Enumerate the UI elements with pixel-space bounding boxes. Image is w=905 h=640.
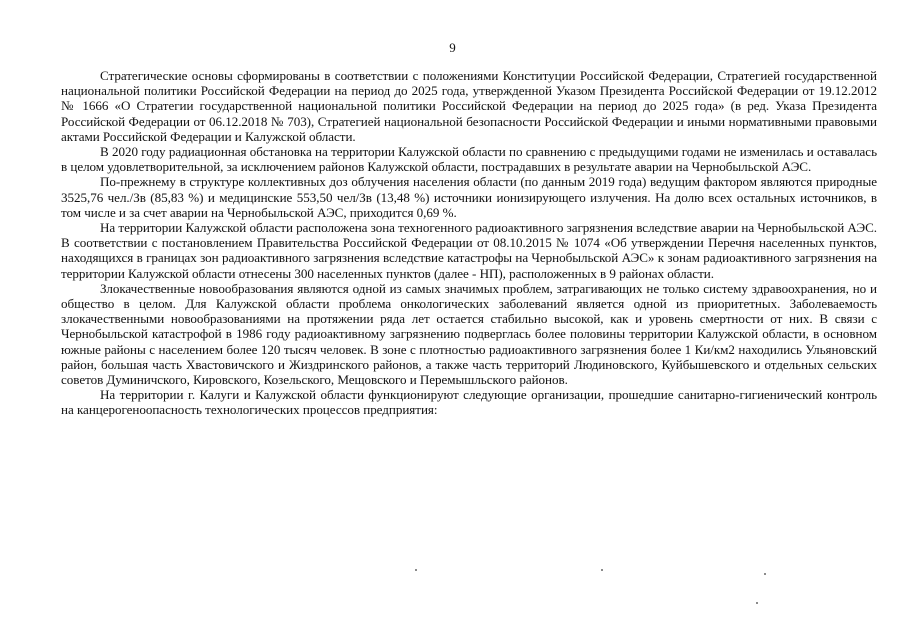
scan-speck [415, 569, 417, 571]
paragraph-organizations: На территории г. Калуги и Калужской области функционируют следующие организации, прошедшие санитарно-гигиенический контроль на канцерогеноопасность технологических процессов предприятия: [61, 387, 877, 418]
paragraph-malignant-neoplasms: Злокачественные новообразования являются одной из самых значимых проблем, затрагивающих не только систему здравоохранения, но и общество в целом. Для Калужской области проблема онкологических заболеваний является одной из приоритетных. Заболеваемость злокачественными новообразованиями на протяжении ряда лет остается стабильно высокой, как и уровень смертности от них. В связи с Чернобыльской катастрофой в 1986 году радиоактивному загрязнению подверглась более половины территории Калужской области, в основном южные районы с населением более 120 тысяч человек. В зоне с плотностью радиоактивного загрязнения более 1 Ки/км2 находились Ульяновский район, большая часть Хвастовичского и Жиздринского районов, а также часть территорий Людиновского, Куйбышевского и отдельных сельских советов Думиничского, Кировского, Козельского, Мещовского и Перемышльского районов. [61, 280, 877, 388]
scan-speck [764, 573, 766, 575]
paragraph-radiation-situation: В 2020 году радиационная обстановка на территории Калужской области по сравнению с предыдущими годами не изменилась и оставалась в целом удовлетворительной, за исключением районов Калужской области, пострадавших в результате аварии на Чернобыльской АЭС. [61, 144, 877, 175]
page-number: 9 [449, 40, 456, 55]
paragraph-contamination-zone: На территории Калужской области расположена зона техногенного радиоактивного загрязнения вследствие аварии на Чернобыльской АЭС. В соответствии с постановлением Правительства Российской Федерации от 08.10.2015 № 1074 «Об утверждении Перечня населенных пунктов, находящихся в границах зон радиоактивного загрязнения вследствие катастрофы на Чернобыльской АЭС» к зонам радиоактивного загрязнения на территории Калужской области отнесены 300 населенных пунктов (далее - НП), расположенных в 9 районах области. [61, 220, 877, 281]
paragraph-strategic-basis: Стратегические основы сформированы в соответствии с положениями Конституции Российской Федерации, Стратегией государственной национальной политики Российской Федерации на период до 2025 года, утвержденной Указом Президента Российской Федерации от 19.12.2012 № 1666 «О Стратегии государственной национальной политики Российской Федерации на период до 2025 года» (в ред. Указа Президента Российской Федерации от 06.12.2018 № 703), Стратегией национальной безопасности Российской Федерации и иными нормативными правовыми актами Российской Федерации и Калужской области. [61, 68, 877, 144]
scan-speck [601, 569, 603, 571]
paragraph-collective-doses: По-прежнему в структуре коллективных доз облучения населения области (по данным 2019 года) ведущим фактором являются природные 3525,76 чел./Зв (85,83 %) и медицинские 553,50 чел/Зв (13,48 %) источники ионизирующего излучения. На долю всех остальных источников, в том числе и за счет аварии на Чернобыльской АЭС, приходится 0,69 %. [61, 174, 877, 220]
scan-speck [756, 602, 758, 604]
document-body [61, 68, 877, 418]
